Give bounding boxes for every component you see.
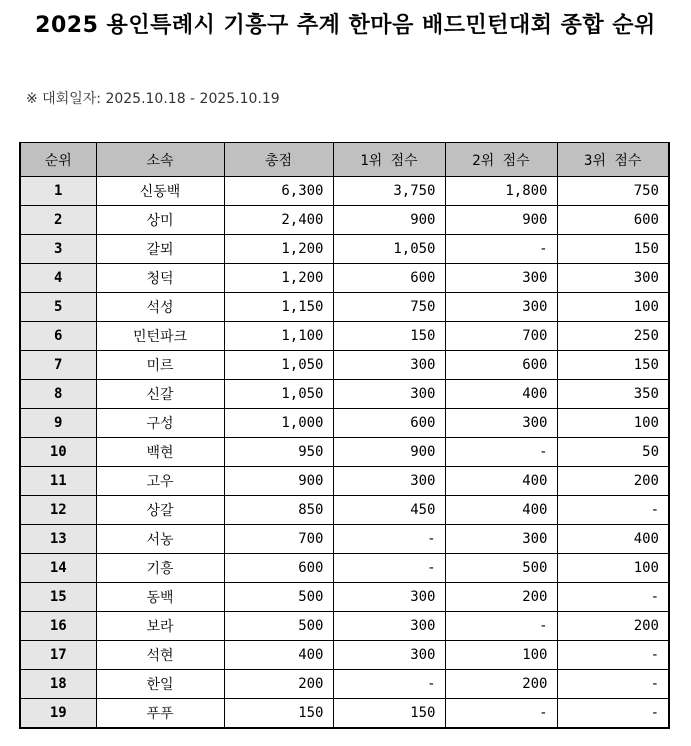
rank-cell: 2 [20, 206, 96, 235]
ranking-table [19, 142, 670, 729]
club-cell: 미르 [96, 351, 224, 380]
club-cell: 갈뫼 [96, 235, 224, 264]
rank-cell: 3 [20, 235, 96, 264]
first-points-cell: - [333, 525, 445, 554]
total-cell: 1,000 [224, 409, 333, 438]
header-third-points: 3위 점수 [557, 143, 669, 177]
second-points-cell: - [445, 438, 557, 467]
table-row [20, 554, 669, 583]
first-points-cell: 300 [333, 583, 445, 612]
third-points-cell: 300 [557, 264, 669, 293]
second-points-cell: 400 [445, 380, 557, 409]
third-points-cell: - [557, 699, 669, 728]
second-points-cell: 200 [445, 670, 557, 699]
total-cell: 500 [224, 612, 333, 641]
table-row [20, 351, 669, 380]
rank-cell: 19 [20, 699, 96, 728]
rank-cell: 11 [20, 467, 96, 496]
total-cell: 6,300 [224, 177, 333, 206]
rank-cell: 18 [20, 670, 96, 699]
total-cell: 500 [224, 583, 333, 612]
rank-cell: 7 [20, 351, 96, 380]
club-cell: 신동백 [96, 177, 224, 206]
table-row [20, 322, 669, 351]
table-row [20, 206, 669, 235]
first-points-cell: 150 [333, 699, 445, 728]
total-cell: 1,200 [224, 235, 333, 264]
club-cell: 상갈 [96, 496, 224, 525]
table-row [20, 612, 669, 641]
total-cell: 200 [224, 670, 333, 699]
second-points-cell: 100 [445, 641, 557, 670]
club-cell: 동백 [96, 583, 224, 612]
second-points-cell: 500 [445, 554, 557, 583]
first-points-cell: 450 [333, 496, 445, 525]
rank-cell: 1 [20, 177, 96, 206]
table-body [20, 177, 669, 728]
second-points-cell: 300 [445, 525, 557, 554]
third-points-cell: 600 [557, 206, 669, 235]
table-row [20, 177, 669, 206]
first-points-cell: 300 [333, 467, 445, 496]
second-points-cell: 1,800 [445, 177, 557, 206]
club-cell: 상미 [96, 206, 224, 235]
table-row [20, 438, 669, 467]
rank-cell: 9 [20, 409, 96, 438]
third-points-cell: 750 [557, 177, 669, 206]
table-row [20, 583, 669, 612]
rank-cell: 10 [20, 438, 96, 467]
second-points-cell: 300 [445, 293, 557, 322]
rank-cell: 13 [20, 525, 96, 554]
table-row [20, 409, 669, 438]
club-cell: 기흥 [96, 554, 224, 583]
table-row [20, 525, 669, 554]
rank-cell: 15 [20, 583, 96, 612]
total-cell: 1,200 [224, 264, 333, 293]
second-points-cell: - [445, 612, 557, 641]
first-points-cell: 300 [333, 612, 445, 641]
event-date: ※ 대회일자: 2025.10.18 - 2025.10.19 [26, 91, 280, 107]
table-row [20, 293, 669, 322]
rank-cell: 17 [20, 641, 96, 670]
total-cell: 600 [224, 554, 333, 583]
third-points-cell: 100 [557, 409, 669, 438]
second-points-cell: 200 [445, 583, 557, 612]
table-row [20, 380, 669, 409]
header-first-points: 1위 점수 [333, 143, 445, 177]
rank-cell: 6 [20, 322, 96, 351]
first-points-cell: 150 [333, 322, 445, 351]
second-points-cell: 400 [445, 496, 557, 525]
header-club: 소속 [96, 143, 224, 177]
club-cell: 보라 [96, 612, 224, 641]
second-points-cell: 300 [445, 264, 557, 293]
third-points-cell: 100 [557, 554, 669, 583]
club-cell: 한일 [96, 670, 224, 699]
third-points-cell: 150 [557, 235, 669, 264]
third-points-cell: 100 [557, 293, 669, 322]
third-points-cell: 200 [557, 612, 669, 641]
table-header-row [20, 143, 669, 177]
table-row [20, 264, 669, 293]
third-points-cell: 50 [557, 438, 669, 467]
club-cell: 민턴파크 [96, 322, 224, 351]
total-cell: 900 [224, 467, 333, 496]
third-points-cell: - [557, 670, 669, 699]
first-points-cell: 1,050 [333, 235, 445, 264]
first-points-cell: 300 [333, 641, 445, 670]
rank-cell: 16 [20, 612, 96, 641]
third-points-cell: 350 [557, 380, 669, 409]
rank-cell: 4 [20, 264, 96, 293]
header-total: 총점 [224, 143, 333, 177]
second-points-cell: 900 [445, 206, 557, 235]
total-cell: 1,050 [224, 351, 333, 380]
third-points-cell: 250 [557, 322, 669, 351]
table-row [20, 641, 669, 670]
club-cell: 석현 [96, 641, 224, 670]
second-points-cell: - [445, 699, 557, 728]
total-cell: 1,150 [224, 293, 333, 322]
header-rank: 순위 [20, 143, 96, 177]
total-cell: 150 [224, 699, 333, 728]
third-points-cell: 150 [557, 351, 669, 380]
third-points-cell: - [557, 496, 669, 525]
total-cell: 850 [224, 496, 333, 525]
first-points-cell: 600 [333, 409, 445, 438]
club-cell: 백현 [96, 438, 224, 467]
second-points-cell: 300 [445, 409, 557, 438]
second-points-cell: 600 [445, 351, 557, 380]
first-points-cell: 900 [333, 438, 445, 467]
rank-cell: 8 [20, 380, 96, 409]
club-cell: 신갈 [96, 380, 224, 409]
first-points-cell: 750 [333, 293, 445, 322]
first-points-cell: 3,750 [333, 177, 445, 206]
page-title: 2025 용인특례시 기흥구 추계 한마음 배드민턴대회 종합 순위 [35, 13, 656, 38]
rank-cell: 5 [20, 293, 96, 322]
total-cell: 1,100 [224, 322, 333, 351]
rank-cell: 14 [20, 554, 96, 583]
club-cell: 청덕 [96, 264, 224, 293]
third-points-cell: 200 [557, 467, 669, 496]
club-cell: 석성 [96, 293, 224, 322]
club-cell: 구성 [96, 409, 224, 438]
first-points-cell: - [333, 670, 445, 699]
table-row [20, 699, 669, 728]
table-row [20, 496, 669, 525]
club-cell: 서농 [96, 525, 224, 554]
table-row [20, 670, 669, 699]
first-points-cell: - [333, 554, 445, 583]
table-row [20, 467, 669, 496]
second-points-cell: - [445, 235, 557, 264]
total-cell: 400 [224, 641, 333, 670]
third-points-cell: - [557, 583, 669, 612]
second-points-cell: 700 [445, 322, 557, 351]
total-cell: 2,400 [224, 206, 333, 235]
first-points-cell: 900 [333, 206, 445, 235]
club-cell: 푸푸 [96, 699, 224, 728]
third-points-cell: 400 [557, 525, 669, 554]
first-points-cell: 300 [333, 351, 445, 380]
header-second-points: 2위 점수 [445, 143, 557, 177]
total-cell: 950 [224, 438, 333, 467]
second-points-cell: 400 [445, 467, 557, 496]
total-cell: 700 [224, 525, 333, 554]
club-cell: 고우 [96, 467, 224, 496]
first-points-cell: 600 [333, 264, 445, 293]
table-row [20, 235, 669, 264]
third-points-cell: - [557, 641, 669, 670]
total-cell: 1,050 [224, 380, 333, 409]
rank-cell: 12 [20, 496, 96, 525]
first-points-cell: 300 [333, 380, 445, 409]
